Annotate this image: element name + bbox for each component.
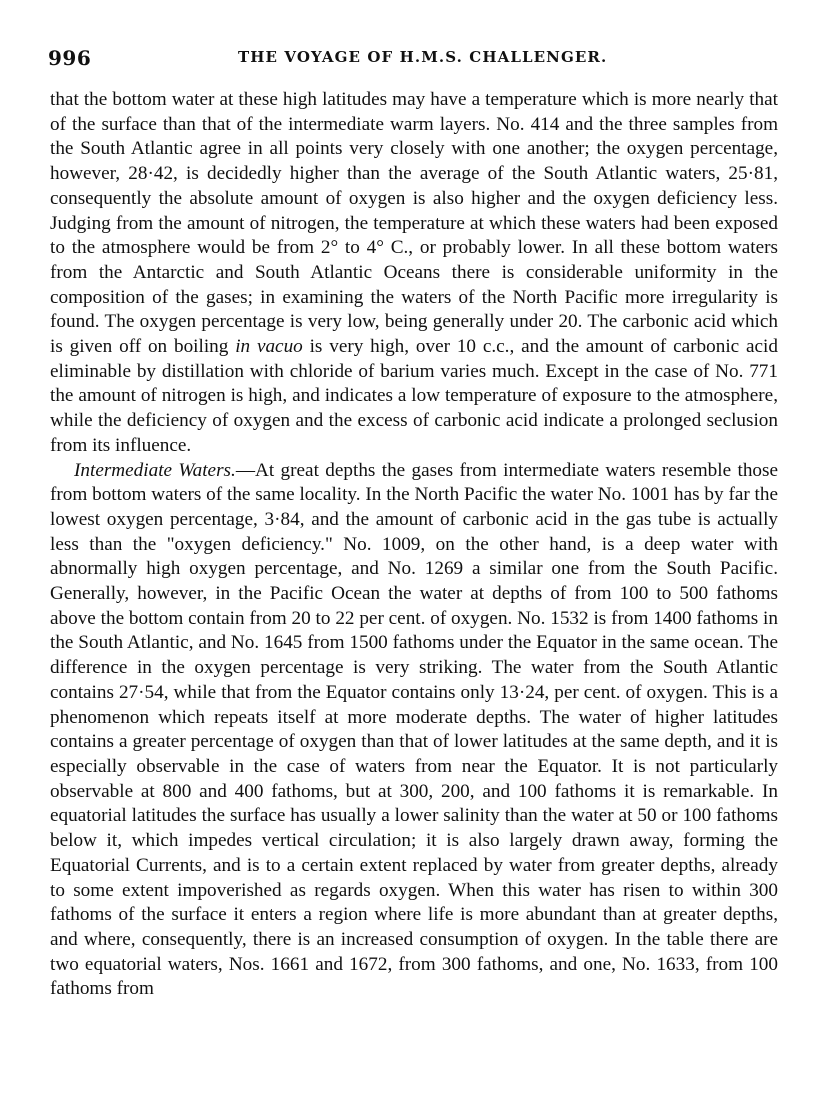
running-head: THE VOYAGE OF H.M.S. CHALLENGER. <box>238 48 608 66</box>
paragraph-text: —At great depths the gases from intermediate waters resemble those from bottom waters of the same locality. In the North Pacific the water No. 1001 has by far the lowest oxygen percentage, 3·84, and the amount of carbonic acid in the gas tube is actually less than the "oxygen deficiency." No. 1009, on the other hand, is a deep water with abnormally high oxygen percentage, and No. 1269 a similar one from the South Pacific. Generally, however, in the Pacific Ocean the water at depths of from 100 to 500 fathoms above the bottom contain from 20 to 22 per cent. of oxygen. No. 1532 is from 1400 fathoms in the South Atlantic, and No. 1645 from 1500 fathoms under the Equator in the same ocean. The difference in the oxygen percentage is very striking. The water from the South Atlantic contains 27·54, while that from the Equator contains only 13·24, per cent. of oxygen. This is a phenomenon which repeats itself at more moderate depths. The water of higher latitudes contains a greater percentage of oxygen than that of lower latitudes at the same depth, and it is especially observable in the case of waters from near the Equator. It is not particularly observable at 800 and 400 fathoms, but at 300, 200, and 100 fathoms it is remarkable. In equatorial latitudes the surface has usually a lower salinity than the water at 50 or 100 fathoms below it, which impedes vertical circulation; it is also largely drawn away, forming the Equatorial Currents, and is to a certain extent replaced by water from greater depths, already to some extent impoverished as regards oxygen. When this water has risen to within 300 fathoms of the surface it enters a region where life is more abundant than at greater depths, and where, consequently, there is an increased consumption of oxygen. In the table there are two equatorial waters, Nos. 1661 and 1672, from 300 fathoms, and one, No. 1633, from 100 fathoms from <box>50 459 778 1000</box>
body-text <box>50 88 778 1002</box>
paragraph-intermediate-waters <box>50 459 778 1002</box>
section-run-in-heading: Intermediate Waters. <box>74 459 236 481</box>
page-header <box>48 40 788 74</box>
paragraph-text-after-italic: is very high, over 10 c.c., and the amount of carbonic acid eliminable by distillation with chloride of barium varies much. Except in the case of No. 771 the amount of nitrogen is high, and indicates a low temperature of exposure to the atmosphere, while the deficiency of oxygen and the excess of carbonic acid indicate a prolonged seclusion from its influence. <box>50 336 778 456</box>
italic-term: in vacuo <box>235 336 303 358</box>
paragraph-bottom-waters <box>50 88 778 459</box>
page-number: 996 <box>48 46 92 70</box>
paragraph-text-before-italic: that the bottom water at these high latitudes may have a temperature which is more nearly that of the surface than that of the intermediate warm layers. No. 414 and the three samples from the South Atlantic agree in all points very closely with one another; the oxygen percentage, however, 28·42, is decidedly higher than the average of the South Atlantic waters, 25·81, consequently the absolute amount of oxygen is also higher and the oxygen deficiency less. Judging from the amount of nitrogen, the temperature at which these waters had been exposed to the atmosphere would be from 2° to 4° C., or probably lower. In all these bottom waters from the Antarctic and South Atlantic Oceans there is considerable uniformity in the composition of the gases; in examining the waters of the North Pacific more irregularity is found. The oxygen percentage is very low, being generally under 20. The carbonic acid which is given off on boiling <box>50 89 778 358</box>
